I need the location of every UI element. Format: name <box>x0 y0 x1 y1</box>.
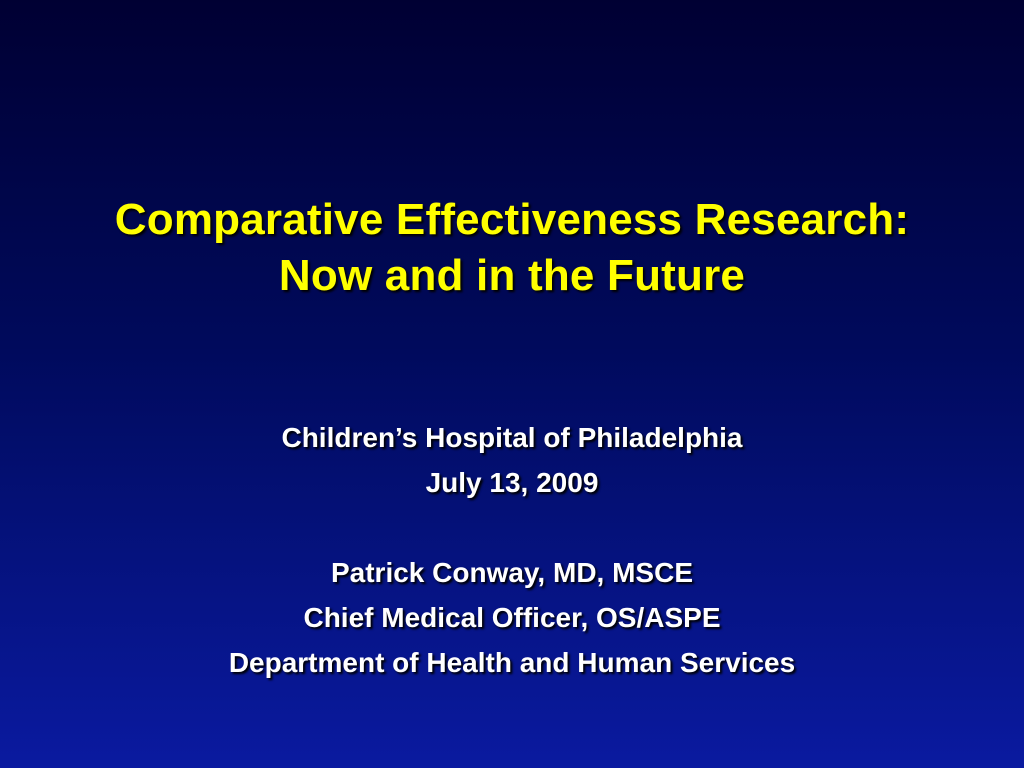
event-date: July 13, 2009 <box>425 467 599 498</box>
slide-title-line-2: Now and in the Future <box>278 251 746 300</box>
presenter-organization: Department of Health and Human Services <box>228 647 796 678</box>
slide-title <box>0 192 1024 304</box>
subtitle-spacer <box>0 505 1024 550</box>
presenter-name: Patrick Conway, MD, MSCE <box>330 557 693 588</box>
slide-title-line-1: Comparative Effectiveness Research: <box>114 195 910 244</box>
slide-subtitle <box>0 415 1024 685</box>
presenter-role: Chief Medical Officer, OS/ASPE <box>303 602 721 633</box>
event-location: Children’s Hospital of Philadelphia <box>281 422 743 453</box>
